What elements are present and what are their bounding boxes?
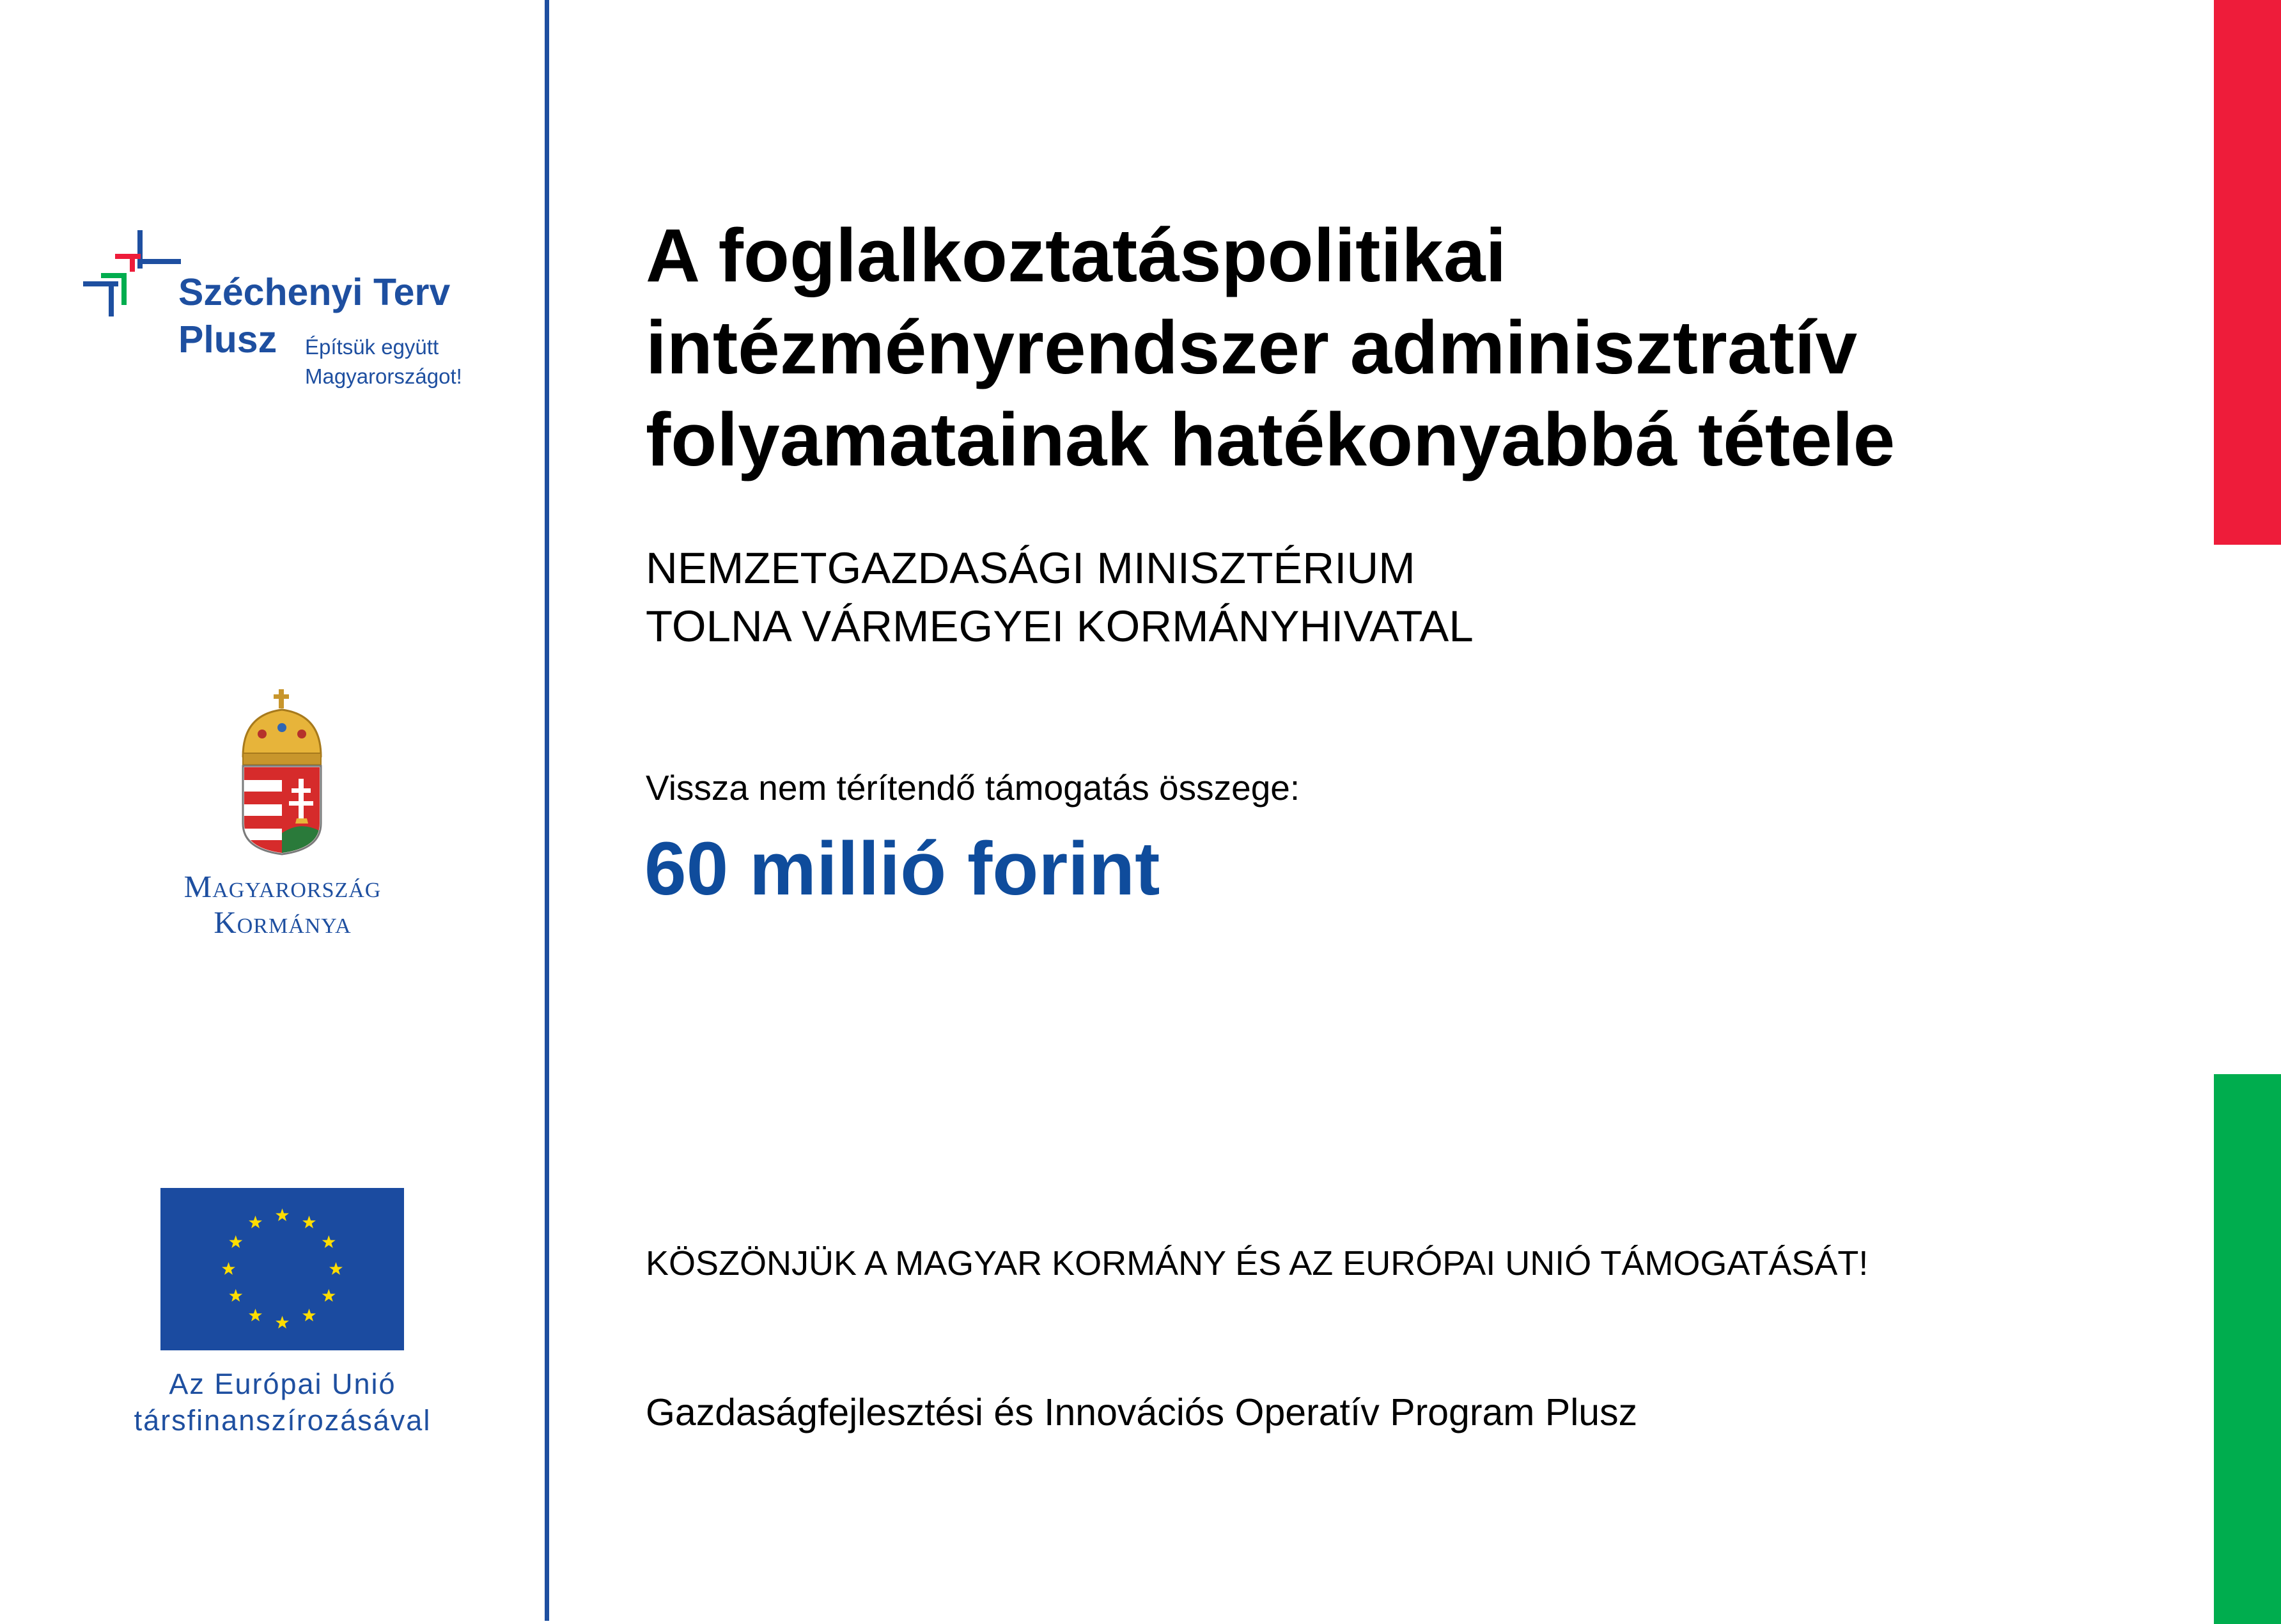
beneficiaries [646,539,1474,655]
beneficiary-county-office: TOLNA VÁRMEGYEI KORMÁNYHIVATAL [646,602,1474,651]
grant-amount: 60 millió forint [644,827,1160,911]
szt-red-bar [115,254,141,259]
szechenyi-slogan-line1: Építsük együtt [305,335,439,359]
szt-green-stem [121,273,127,305]
szechenyi-logo-title: Széchenyi Terv [178,271,451,313]
project-title-line: folyamatainak hatékonyabbá tétele [646,398,1896,482]
thanks-statement: KÖSZÖNJÜK A MAGYAR KORMÁNY ÉS AZ EURÓPAI UNIÓ TÁMOGATÁSÁT! [646,1244,1869,1283]
project-title-line: intézményrendszer adminisztratív [646,306,1858,390]
project-title-line: A foglalkoztatáspolitikai [646,214,1507,298]
szechenyi-logo-plusz: Plusz [178,318,277,361]
szechenyi-slogan-line2: Magyarországot! [305,364,462,388]
szt-blue-vertical [137,230,143,269]
vertical-divider [545,0,549,1621]
eu-cofinancing-line2: társfinanszírozásával [134,1404,432,1437]
szt-red-stem [130,254,135,272]
szt-blue-lower-stem [109,281,114,316]
program-name: Gazdaságfejlesztési és Innovációs Operatív Program Plusz [646,1391,1638,1433]
eu-flag-icon [160,1188,404,1350]
government-name-line1: Magyarország [183,869,382,904]
red-flag-stripe [2214,0,2281,545]
government-name-line2: Kormánya [214,905,352,940]
szt-blue-horizontal [143,259,181,264]
project-title [646,210,2180,486]
eu-cofinancing-line1: Az Európai Unió [169,1368,396,1400]
grant-label: Vissza nem térítendő támogatás összege: [646,768,1300,808]
hungarian-coat-of-arms-icon [237,689,327,855]
beneficiary-ministry: NEMZETGAZDASÁGI MINISZTÉRIUM [646,543,1415,593]
green-flag-stripe [2214,1074,2281,1624]
